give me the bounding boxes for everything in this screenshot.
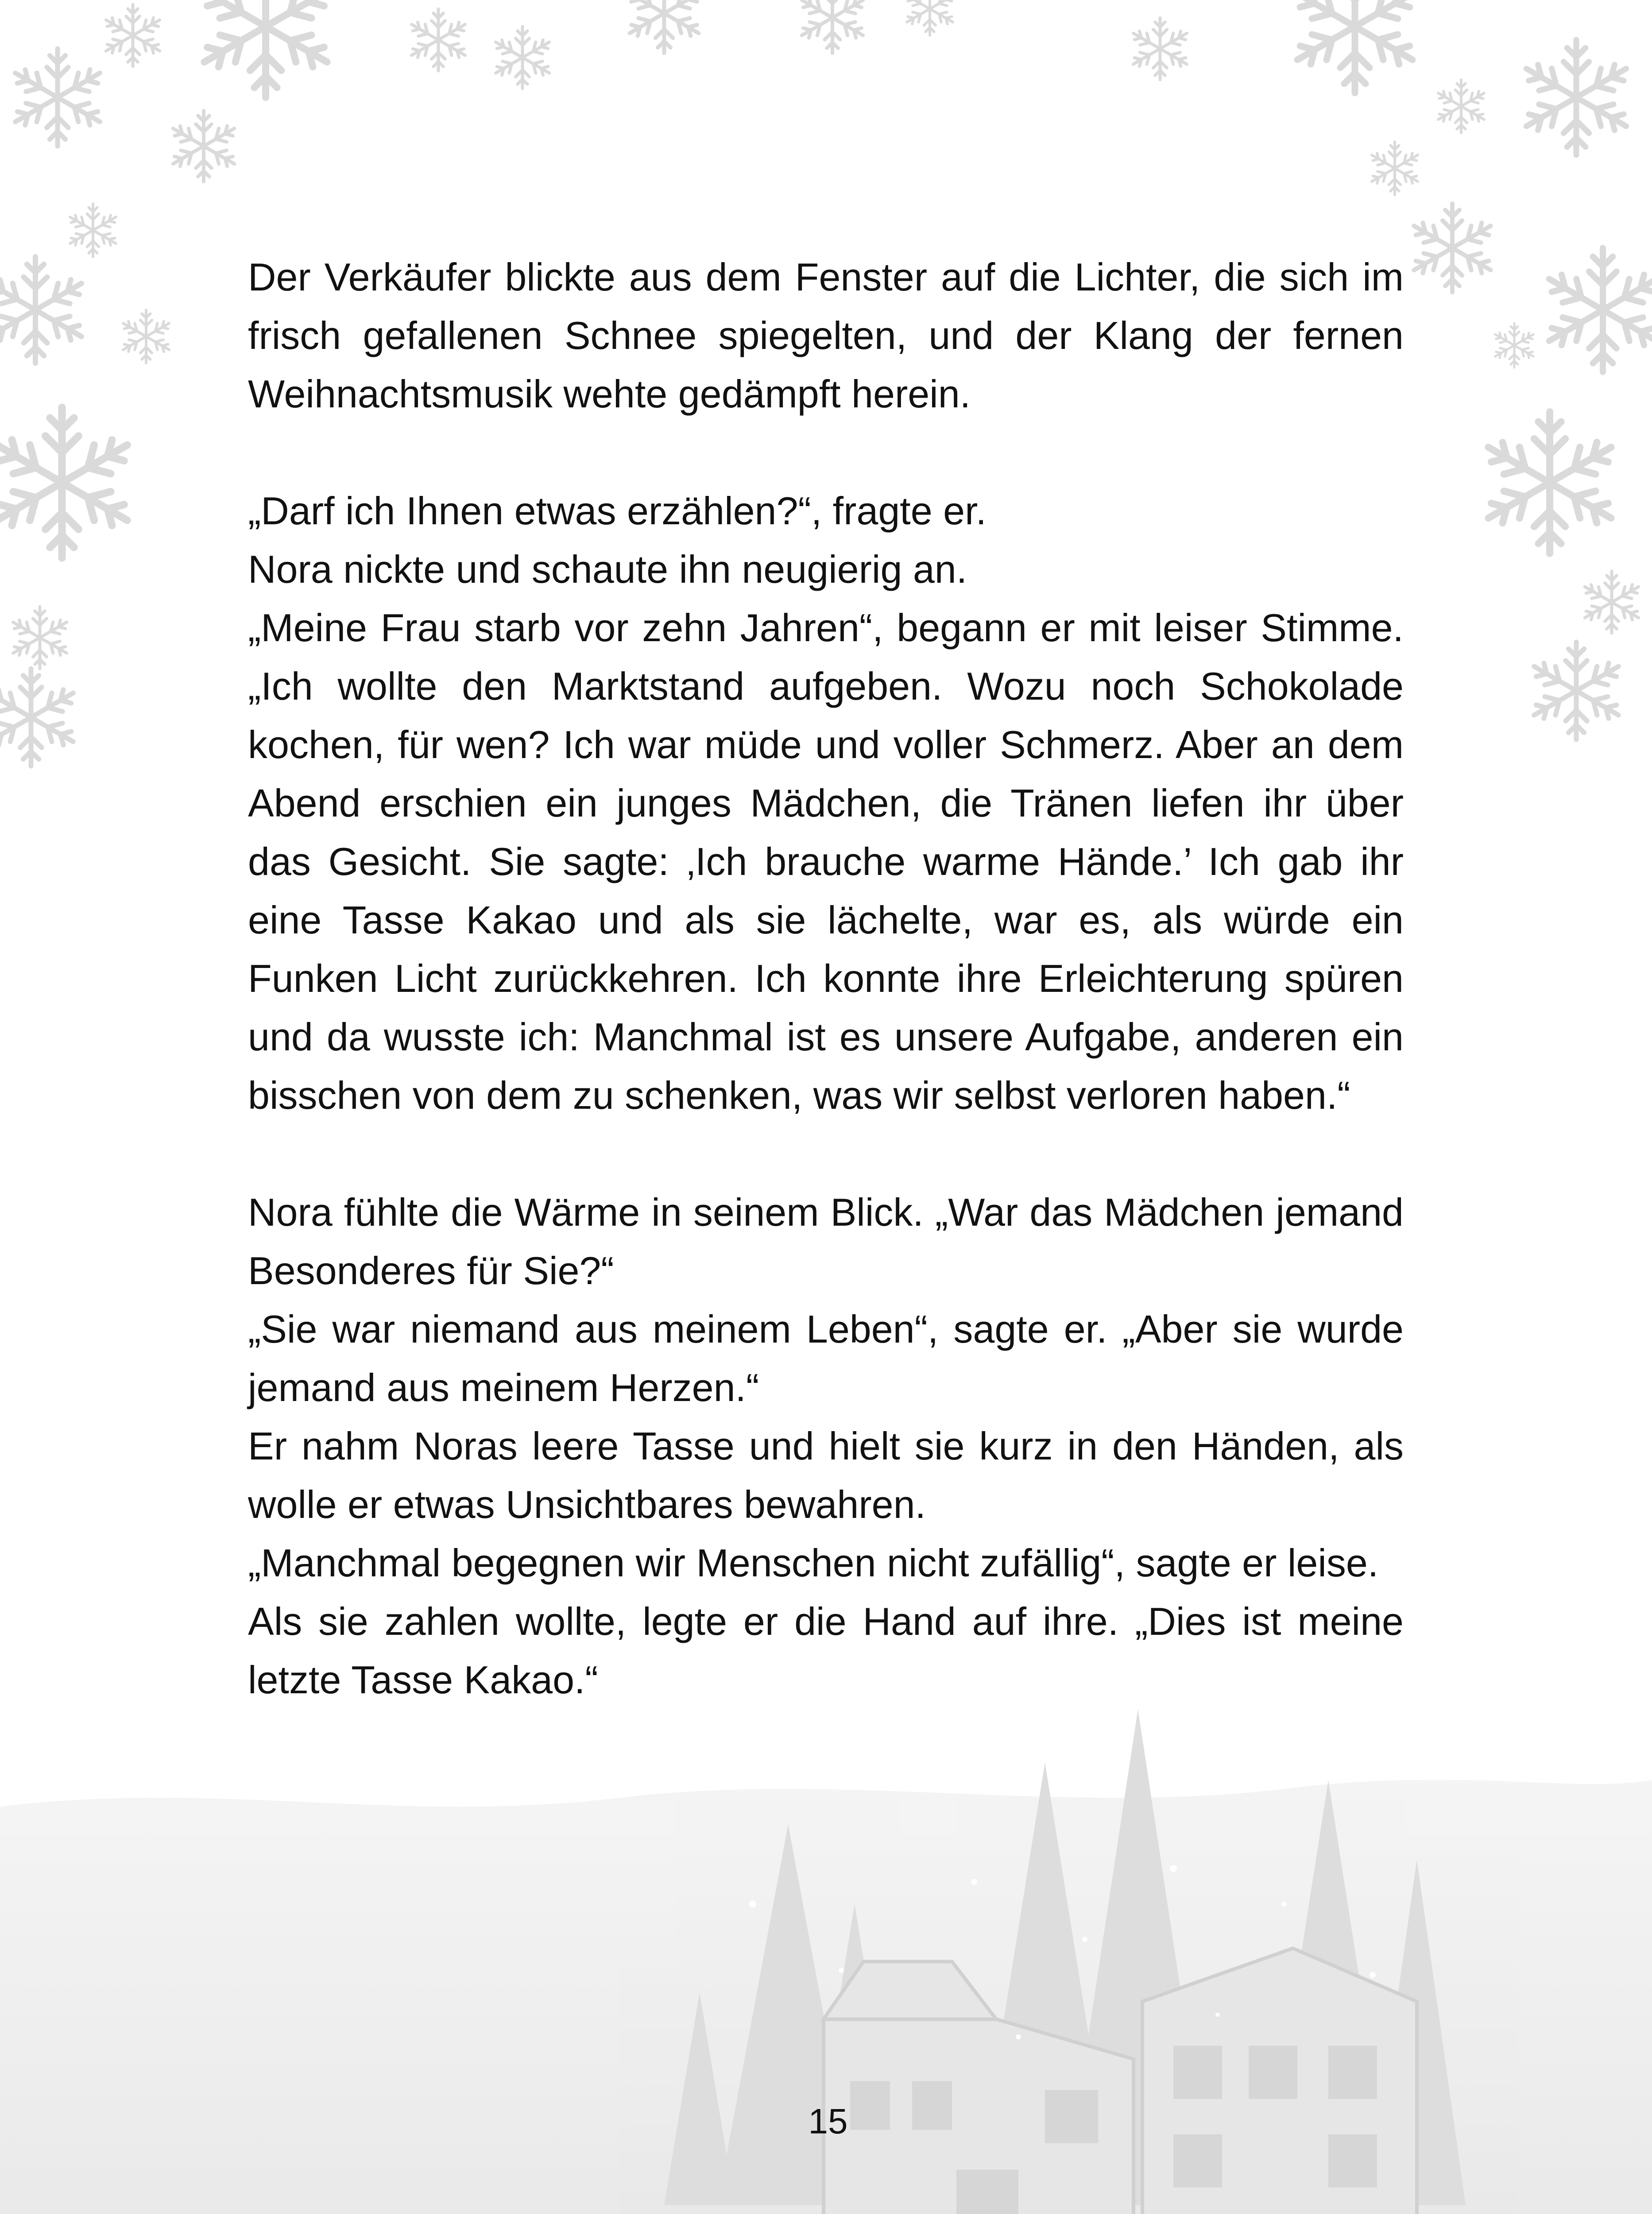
page-number: 15: [808, 2102, 848, 2141]
paragraph: Der Verkäufer blickte aus dem Fenster auf die Lichter, die sich im frisch gefallenen Schnee spiegelten, und der Klang der fernen Weihnachtsmusik wehte gedämpft herein.: [248, 255, 1404, 416]
paragraph: „Sie war niemand aus meinem Leben“, sagte er. „Aber sie wurde jemand aus meinem Herzen.“: [248, 1307, 1404, 1409]
paragraph: Als sie zahlen wollte, legte er die Hand auf ihre. „Dies ist meine letzte Tasse Kakao.“: [248, 1599, 1404, 1702]
paragraph-gap: [248, 423, 1404, 482]
paragraph: Nora nickte und schaute ihn neugierig an.: [248, 547, 967, 591]
paragraph: Er nahm Noras leere Tasse und hielt sie kurz in den Händen, als wolle er etwas Unsichtbares bewahren.: [248, 1424, 1404, 1526]
paragraph-gap: [248, 1125, 1404, 1183]
paragraph: „Manchmal begegnen wir Menschen nicht zufällig“, sagte er leise.: [248, 1541, 1379, 1585]
paragraph: „Meine Frau starb vor zehn Jahren“, begann er mit leiser Stimme. „Ich wollte den Marktstand aufgeben. Wozu noch Schokolade kochen, für wen? Ich war müde und voller Schmerz. Aber an dem Abend erschien ein junges Mädchen, die Tränen liefen ihr über das Gesicht. Sie sagte: ‚Ich brauche warme Hände.’ Ich gab ihr eine Tasse Kakao und als sie lächelte, war es, als würde ein Funken Licht zurückkehren. Ich konnte ihre Erleichterung spüren und da wusste ich: Manchmal ist es unsere Aufgabe, anderen ein bisschen von dem zu schenken, was wir selbst verloren haben.“: [248, 606, 1404, 1117]
story-text: [248, 248, 1404, 1709]
paragraph: „Darf ich Ihnen etwas erzählen?“, fragte er.: [248, 489, 987, 533]
paragraph: Nora fühlte die Wärme in seinem Blick. „War das Mädchen jemand Besonderes für Sie?“: [248, 1190, 1404, 1293]
